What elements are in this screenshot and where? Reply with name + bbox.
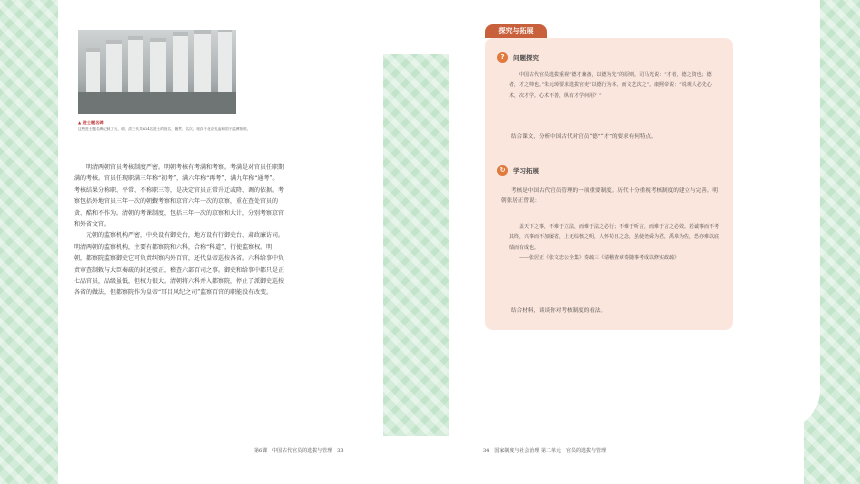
margin-strip-top [383,0,449,54]
quote-attribution: ——张居正《张文忠公全集》奏疏三《请稽查章奏随事考成以修实政疏》 [519,255,680,262]
paragraph: 明清两朝官员考核制度严密。明朝考核有考满和考察。考满是对官员任职期满的考核。官员任现职满三年称“初考”，满六年称“再考”，满九年称“通考”。考核结果分称职、平常、不称职三等，是决定官员正常升迁或降、调的依据。考察包括外地官员三年一次的朝觐考察和京官六年一次的京察，重在查处官员的贪、酷和不作为。清朝的考课制度，包括三年一次的京察和大计，分别考察京官和外省文官。 [74,164,285,229]
section-tab: 探究与拓展 [485,24,547,38]
problem-task [501,132,721,142]
right-page [449,0,804,484]
body-text [74,162,284,299]
quote-text: 中国古代官员选拔重视“德才兼备，以德为先”的原则。司马光说：“才者，德之资也；德者，才之帅也。”朱元璋要求选拔官吏“以德行为本，而文艺次之”。康熙帝说：“说观人必先心术，次才学。心术不善，纵有才学何用？” [509,72,712,99]
page-footer: 34 国家制度与社会治理 第二单元 官员的选拔与管理 [483,448,606,454]
explore-box [485,38,733,330]
problem-quote [509,70,721,101]
task-text: 结合课文，分析中国古代对官员“德”“才”的要求有何特点。 [511,134,657,140]
learning-task [501,306,721,316]
learning-heading-label: 学习拓展 [513,167,539,175]
task-text: 结合材料，谈谈你对考核制度的看法。 [511,308,607,314]
paragraph: 元朝的监察机构严密，中央设有御史台，地方设有行御史台、肃政廉访司。明清两朝的监察机构，主要有都察院和六科，合称“科道”，行使监察权。明朝，都察院监察御史它可负责纠察内外百官，还代皇帝巡按各省。六科给事中负责审查制敕与大臣奏疏的封还驳正，稽查六部百司之事。御史和给事中都只是正七品官员，品级虽低，但权力很大。清朝将六科并入都察院，停止了派御史巡按各省的做法，但都察院作为皇帝“耳目风纪之司”监察百官的职能没有改变。 [74,232,285,297]
stele-photo [78,30,236,114]
learning-quote [509,222,721,264]
caption-title: ▲ 进士题名碑 [78,120,104,125]
question-bubble-icon: ? [497,52,508,63]
margin-strip-bottom [383,436,449,484]
photo-caption [78,120,258,132]
left-page [58,0,383,484]
problem-heading-label: 问题探究 [513,54,539,62]
caption-text: 这些进士题名碑记载了元、明、清三代共624名进士的姓名、籍贯、名次。现存于北京孔庙和国子监博物馆。 [78,127,251,131]
problem-heading [497,52,539,63]
learning-intro [501,186,721,207]
page-footer: 第6课 中国古代官员的选拔与管理 33 [254,448,344,454]
sync-icon: ↻ [497,165,508,176]
quote-text: 盖天下之事，不难于立法，而难于法之必行；不难于听言，而难于言之必效。若诚事而不考其终，兴事而不加屡省，上无综核之明，人怀苟且之念，虽使尧舜为君，禹皋为佐，恐亦难以底绩而有成也。 [509,224,720,251]
intro-text: 考核是中国古代官员管理的一项重要制度。历代十分重视考核制度的建立与完善。明朝张居正曾说： [501,188,718,205]
learning-heading [497,165,539,176]
